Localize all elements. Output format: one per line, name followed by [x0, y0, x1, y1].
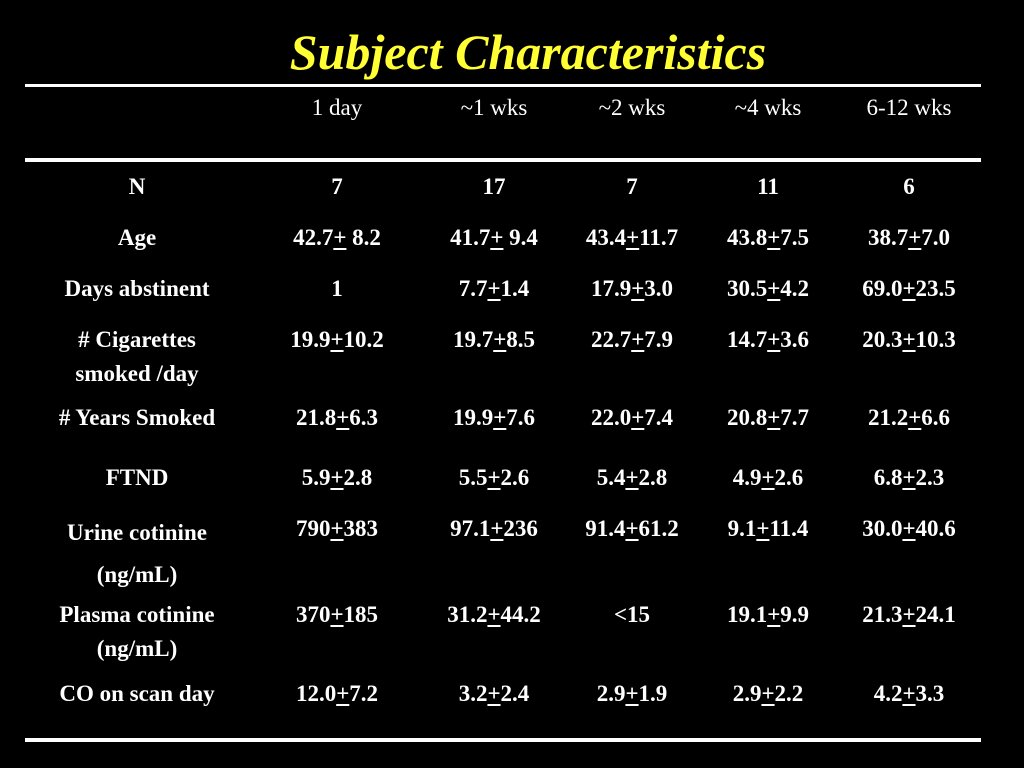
plus-minus-symbol: +: [761, 681, 775, 706]
table-cell: [839, 401, 979, 435]
table-cell: [698, 221, 838, 255]
table-cell: [698, 461, 838, 495]
column-header: ~4 wks: [734, 95, 802, 120]
cell-mean: 9.1: [727, 516, 757, 541]
table-cell: [267, 272, 407, 306]
cell-sd: 2.2: [774, 681, 804, 706]
table-cell: [424, 401, 564, 435]
table-cell: [562, 677, 702, 711]
cell-sd: 6.3: [349, 405, 379, 430]
cell-mean: 30.0: [862, 516, 903, 541]
row-label: [22, 598, 252, 666]
cell-mean: 2.9: [596, 681, 626, 706]
column-header: ~1 wks: [460, 95, 528, 120]
plus-minus-symbol: +: [631, 327, 645, 352]
cell-sd: 40.6: [915, 516, 956, 541]
cell-sd: 7.6: [506, 405, 536, 430]
cell-sd: 23.5: [915, 276, 956, 301]
cell-mean: 5.9: [301, 465, 331, 490]
row-label-line: Plasma cotinine: [59, 602, 215, 627]
cell-value: <15: [613, 602, 651, 627]
cell-sd: 236: [503, 516, 538, 541]
row-label: [22, 272, 252, 306]
plus-minus-symbol: +: [490, 225, 504, 250]
plus-minus-symbol: +: [330, 602, 344, 627]
plus-minus-symbol: +: [908, 225, 922, 250]
table-cell: [839, 272, 979, 306]
plus-minus-symbol: +: [902, 602, 916, 627]
table-cell: [267, 170, 407, 204]
cell-mean: 2.9: [732, 681, 762, 706]
row-label-line: # Years Smoked: [58, 405, 216, 430]
table-header-rule: [25, 158, 981, 162]
table-cell: [562, 461, 702, 495]
cell-mean: 7.7: [458, 276, 488, 301]
cell-mean: 21.3: [862, 602, 903, 627]
table-cell: [698, 401, 838, 435]
plus-minus-symbol: +: [625, 465, 639, 490]
cell-sd: 185: [343, 602, 379, 627]
cell-value: 17: [482, 174, 506, 199]
cell-sd: 11.7: [639, 225, 679, 250]
cell-sd: 2.6: [500, 465, 530, 490]
cell-sd: 7.4: [644, 405, 674, 430]
cell-sd: 2.6: [774, 465, 804, 490]
cell-sd: 7.9: [644, 327, 674, 352]
plus-minus-symbol: +: [487, 276, 501, 301]
table-cell: [424, 272, 564, 306]
row-label-line: # Cigarettes: [78, 327, 196, 352]
cell-sd: 2.8: [638, 465, 668, 490]
table-cell: [562, 323, 702, 357]
plus-minus-symbol: +: [767, 276, 781, 301]
cell-mean: 42.7: [293, 225, 334, 250]
plus-minus-symbol: +: [902, 516, 916, 541]
plus-minus-symbol: +: [487, 681, 501, 706]
plus-minus-symbol: +: [767, 225, 781, 250]
row-label-line: (ng/mL): [96, 636, 178, 661]
table-cell: [698, 323, 838, 357]
row-label-line: CO on scan day: [59, 681, 215, 706]
table-cell: [267, 323, 407, 357]
cell-sd: 9.9: [780, 602, 810, 627]
table-cell: [424, 461, 564, 495]
table-cell: [267, 598, 407, 632]
cell-mean: 4.2: [873, 681, 903, 706]
table-cell: [562, 598, 702, 632]
table-cell: [267, 461, 407, 495]
cell-mean: 19.7: [452, 327, 494, 352]
plus-minus-symbol: +: [336, 681, 350, 706]
cell-sd: 383: [343, 516, 379, 541]
row-label: [22, 461, 252, 495]
table-cell: [839, 677, 979, 711]
cell-mean: 19.9: [290, 327, 331, 352]
cell-value: 7: [331, 174, 343, 199]
cell-sd: 4.2: [780, 276, 810, 301]
plus-minus-symbol: +: [902, 327, 916, 352]
cell-sd: 7.7: [780, 405, 810, 430]
cell-sd: 3.0: [644, 276, 674, 301]
plus-minus-symbol: +: [625, 516, 639, 541]
cell-mean: 20.8: [726, 405, 768, 430]
table-cell: [562, 401, 702, 435]
cell-sd: 7.0: [921, 225, 951, 250]
table-cell: [839, 598, 979, 632]
cell-mean: 91.4: [585, 516, 626, 541]
cell-mean: 97.1: [450, 516, 491, 541]
row-label: [22, 170, 252, 204]
cell-sd: 1.9: [638, 681, 668, 706]
row-label-line: FTND: [105, 465, 169, 490]
cell-sd: 2.3: [915, 465, 945, 490]
cell-mean: 21.2: [867, 405, 909, 430]
row-label: [22, 323, 252, 391]
slide-title: Subject Characteristics: [289, 24, 767, 80]
plus-minus-symbol: +: [330, 516, 344, 541]
cell-sd: 11.4: [769, 516, 809, 541]
cell-sd: 8.5: [506, 327, 536, 352]
plus-minus-symbol: +: [631, 405, 645, 430]
table-cell: [424, 221, 564, 255]
cell-mean: 31.2: [447, 602, 488, 627]
row-label-line: Days abstinent: [64, 276, 210, 301]
table-cell: [562, 512, 702, 546]
plus-minus-symbol: +: [767, 602, 781, 627]
cell-sd: 2.4: [500, 681, 530, 706]
plus-minus-symbol: +: [902, 681, 916, 706]
cell-sd: 2.8: [343, 465, 373, 490]
cell-mean: 6.8: [873, 465, 903, 490]
plus-minus-symbol: +: [490, 516, 504, 541]
cell-mean: 19.9: [452, 405, 494, 430]
cell-value: 11: [757, 174, 779, 199]
cell-sd: 10.2: [343, 327, 384, 352]
cell-mean: 5.5: [458, 465, 488, 490]
table-cell: [424, 512, 564, 546]
column-header: ~2 wks: [598, 95, 666, 120]
table-cell: [267, 221, 407, 255]
table-cell: [839, 512, 979, 546]
cell-value: 6: [903, 174, 915, 199]
table-cell: [424, 323, 564, 357]
plus-minus-symbol: +: [493, 327, 507, 352]
table-cell: [562, 272, 702, 306]
plus-minus-symbol: +: [908, 405, 922, 430]
table-cell: [698, 677, 838, 711]
table-cell: [839, 323, 979, 357]
plus-minus-symbol: +: [487, 602, 501, 627]
cell-mean: 4.9: [732, 465, 762, 490]
cell-mean: 17.9: [590, 276, 632, 301]
plus-minus-symbol: +: [902, 276, 916, 301]
cell-mean: 38.7: [867, 225, 909, 250]
cell-mean: 19.1: [726, 602, 768, 627]
table-cell: [424, 677, 564, 711]
table-top-rule: [25, 84, 981, 87]
table-cell: [839, 170, 979, 204]
plus-minus-symbol: +: [767, 405, 781, 430]
plus-minus-symbol: +: [487, 465, 501, 490]
table-cell: [267, 512, 407, 546]
table-cell: [562, 170, 702, 204]
cell-sd: 1.4: [500, 276, 530, 301]
cell-sd: 24.1: [915, 602, 956, 627]
cell-sd: 61.2: [638, 516, 679, 541]
table-cell: [698, 512, 838, 546]
cell-mean: 790: [295, 516, 331, 541]
cell-mean: 12.0: [295, 681, 337, 706]
row-label: [22, 512, 252, 596]
plus-minus-symbol: +: [493, 405, 507, 430]
cell-mean: 30.5: [726, 276, 768, 301]
cell-sd: 44.2: [500, 602, 541, 627]
plus-minus-symbol: +: [767, 327, 781, 352]
table-cell: [698, 272, 838, 306]
cell-sd: 7.2: [349, 681, 379, 706]
cell-mean: 20.3: [862, 327, 903, 352]
cell-sd: 3.6: [780, 327, 810, 352]
column-header: 1 day: [311, 95, 363, 120]
cell-sd: 3.3: [915, 681, 945, 706]
table-cell: [839, 461, 979, 495]
row-label-line: smoked /day: [75, 361, 199, 386]
plus-minus-symbol: +: [336, 405, 350, 430]
cell-mean: 69.0: [862, 276, 903, 301]
table-cell: [424, 170, 564, 204]
cell-sd: 9.4: [503, 225, 538, 250]
table-cell: [698, 170, 838, 204]
table-cell: [267, 401, 407, 435]
cell-mean: 14.7: [726, 327, 768, 352]
cell-mean: 21.8: [295, 405, 337, 430]
row-label: [22, 221, 252, 255]
cell-mean: 43.4: [585, 225, 627, 250]
row-label-line: Age: [117, 225, 157, 250]
cell-mean: 41.7: [450, 225, 491, 250]
column-header: 6-12 wks: [866, 95, 952, 120]
cell-sd: 7.5: [780, 225, 810, 250]
plus-minus-symbol: +: [330, 327, 344, 352]
plus-minus-symbol: +: [626, 225, 640, 250]
plus-minus-symbol: +: [330, 465, 344, 490]
row-label: [22, 401, 252, 435]
plus-minus-symbol: +: [333, 225, 347, 250]
cell-sd: 6.6: [921, 405, 951, 430]
row-label-line: (ng/mL): [96, 562, 178, 587]
cell-mean: 370: [295, 602, 331, 627]
cell-mean: 22.7: [590, 327, 632, 352]
plus-minus-symbol: +: [761, 465, 775, 490]
plus-minus-symbol: +: [631, 276, 645, 301]
cell-mean: 3.2: [458, 681, 488, 706]
plus-minus-symbol: +: [902, 465, 916, 490]
cell-value: 1: [331, 276, 343, 301]
table-cell: [698, 598, 838, 632]
row-label: [22, 677, 252, 711]
table-bottom-rule: [25, 738, 981, 742]
table-cell: [839, 221, 979, 255]
row-label-line: Urine cotinine: [67, 520, 207, 545]
cell-mean: 5.4: [596, 465, 626, 490]
table-cell: [267, 677, 407, 711]
cell-mean: 22.0: [590, 405, 632, 430]
plus-minus-symbol: +: [625, 681, 639, 706]
table-cell: [562, 221, 702, 255]
row-label-line: N: [128, 174, 146, 199]
cell-sd: 10.3: [915, 327, 956, 352]
cell-value: 7: [626, 174, 638, 199]
cell-mean: 43.8: [726, 225, 768, 250]
plus-minus-symbol: +: [756, 516, 770, 541]
table-cell: [424, 598, 564, 632]
cell-sd: 8.2: [346, 225, 381, 250]
